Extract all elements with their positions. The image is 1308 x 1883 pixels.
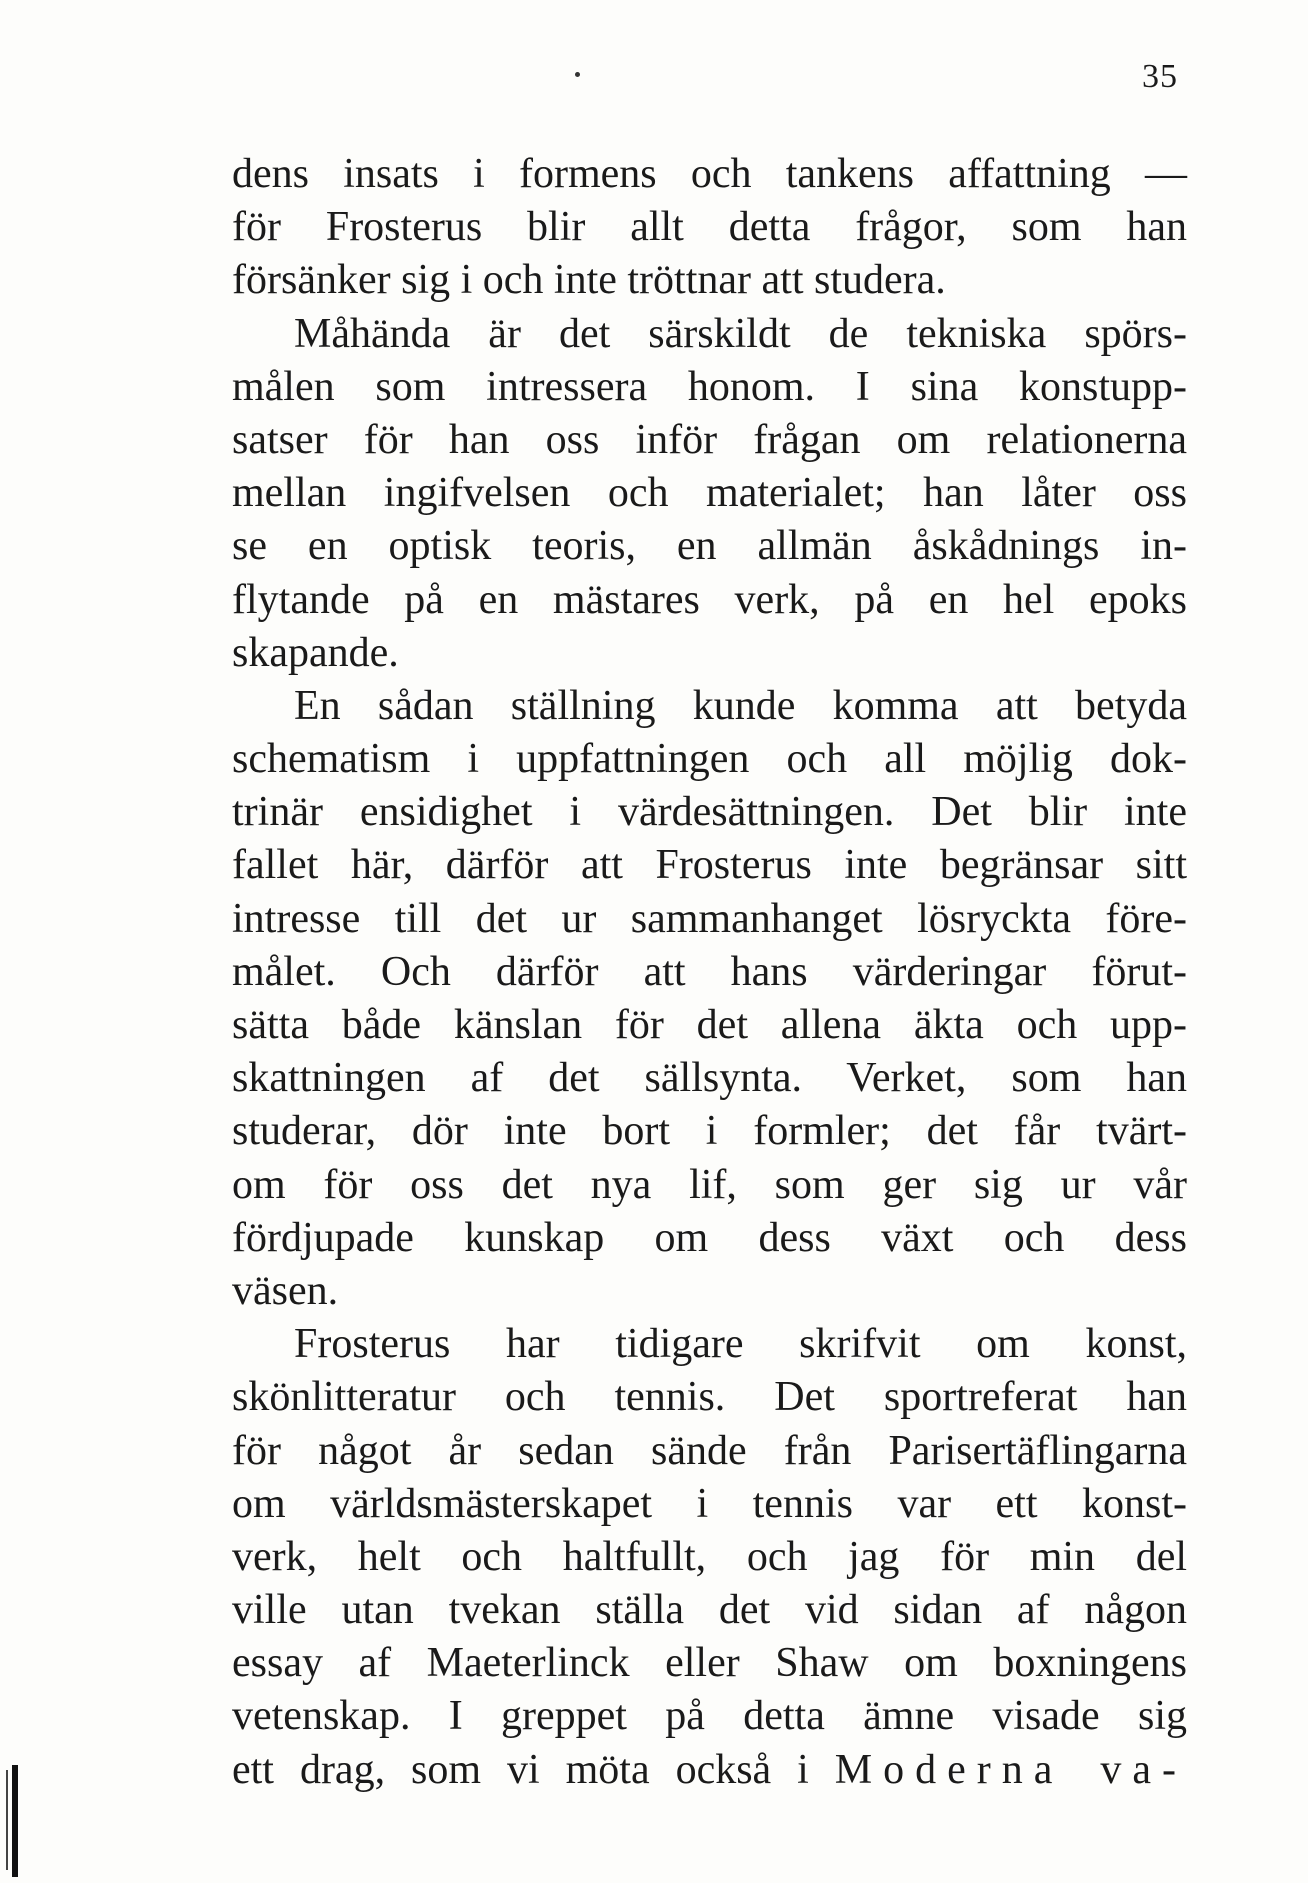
paragraph-start-line: Måhända är det särskildt de tekniska spörs- — [294, 310, 1187, 357]
text-line: målen som intressera honom. I sina konstupp- — [232, 363, 1187, 410]
text-line: skapande. — [232, 629, 399, 676]
text-line: skönlitteratur och tennis. Det sportreferat han — [232, 1374, 1187, 1421]
text-line: fördjupade kunskap om dess växt och dess — [232, 1214, 1187, 1261]
text-line: sätta både känslan för det allena äkta och upp- — [232, 1002, 1187, 1048]
body-text — [232, 148, 1187, 1797]
scan-edge-mark — [12, 1765, 18, 1877]
paragraph-start-line: En sådan ställning kunde komma att betyda — [294, 682, 1187, 729]
text-line: verk, helt och haltfullt, och jag för min del — [232, 1533, 1187, 1580]
text-line: satser för han oss inför frågan om relationerna — [232, 416, 1187, 463]
text-line: om världsmästerskapet i tennis var ett konst- — [232, 1480, 1187, 1527]
text-line: vetenskap. I greppet på detta ämne visade sig — [232, 1693, 1187, 1740]
text-line: försänker sig i och inte tröttnar att studera. — [232, 257, 946, 304]
text-line: se en optisk teoris, en allmän åskådnings in- — [232, 523, 1187, 570]
text-line: essay af Maeterlinck eller Shaw om boxningens — [232, 1640, 1187, 1687]
text-line: intresse till det ur sammanhanget lösryckta före- — [232, 895, 1187, 942]
text-line: schematism i uppfattningen och all möjlig dok- — [232, 736, 1187, 783]
print-dot — [575, 72, 580, 77]
text-line: trinär ensidighet i värdesättningen. Det blir inte — [232, 789, 1187, 836]
text-line: för Frosterus blir allt detta frågor, som han — [232, 204, 1187, 251]
text-line: om för oss det nya lif, som ger sig ur vår — [232, 1161, 1187, 1208]
text-line: målet. Och därför att hans värderingar förut- — [232, 948, 1187, 995]
scan-edge-mark-thin — [6, 1770, 8, 1870]
text-line: väsen. — [232, 1267, 339, 1314]
text-line: mellan ingifvelsen och materialet; han låter oss — [232, 470, 1187, 517]
paragraph-start-line: Frosterus har tidigare skrifvit om konst, — [294, 1321, 1187, 1368]
text-line: studerar, dör inte bort i formler; det får tvärt- — [232, 1108, 1187, 1155]
spaced-title: Moderna va- — [834, 1746, 1187, 1793]
text-line: fallet här, därför att Frosterus inte begränsar sitt — [232, 842, 1187, 889]
final-line-start: ett drag, som vi möta också i — [232, 1746, 835, 1793]
text-line: ville utan tvekan ställa det vid sidan af någon — [232, 1587, 1187, 1634]
text-line: dens insats i formens och tankens affattning — — [232, 151, 1187, 197]
text-line: för något år sedan sände från Parisertäflingarna — [232, 1427, 1187, 1474]
page-number: 35 — [1142, 58, 1178, 95]
text-line: flytande på en mästares verk, på en hel epoks — [232, 576, 1187, 623]
text-line-final — [232, 1744, 1187, 1797]
text-line: skattningen af det sällsynta. Verket, som han — [232, 1055, 1187, 1102]
